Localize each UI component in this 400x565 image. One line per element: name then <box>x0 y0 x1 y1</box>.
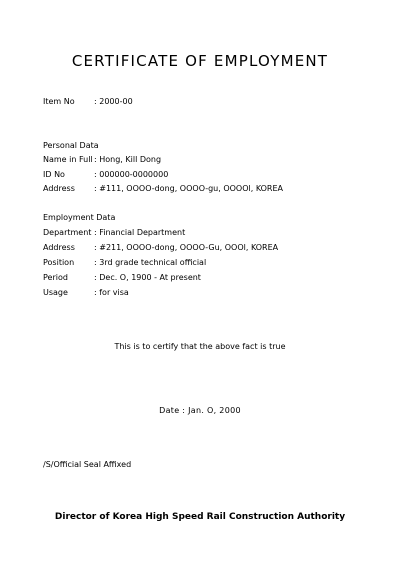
period-value: : Dec. O, 1900 - At present <box>94 273 201 282</box>
personal-address-label: Address <box>43 184 75 193</box>
name-row <box>43 155 162 165</box>
item-no-value: : 2000-00 <box>94 97 133 106</box>
id-no-label: ID No <box>43 170 65 179</box>
item-no-row <box>43 97 133 107</box>
name-label: Name in Full <box>43 155 93 164</box>
employment-address-label: Address <box>43 243 75 252</box>
usage-value: : for visa <box>94 288 129 297</box>
id-no-value: : 000000-0000000 <box>94 170 169 179</box>
usage-row <box>43 288 129 298</box>
item-no-label: Item No <box>43 97 75 106</box>
department-label: Department <box>43 228 92 237</box>
name-value: : Hong, Kill Dong <box>94 155 162 164</box>
official-seal-note: /S/Official Seal Affixed <box>43 460 132 469</box>
usage-label: Usage <box>43 288 68 297</box>
document-title: CERTIFICATE OF EMPLOYMENT <box>71 52 329 70</box>
personal-address-value: : #111, OOOO-dong, OOOO-gu, OOOOl, KOREA <box>94 184 284 193</box>
personal-address-row <box>43 184 284 194</box>
department-value: : Financial Department <box>94 228 186 237</box>
position-row <box>43 258 207 268</box>
issue-date: Date : Jan. O, 2000 <box>159 406 241 415</box>
employment-address-value: : #211, OOOO-dong, OOOO-Gu, OOOl, KOREA <box>94 243 279 252</box>
period-label: Period <box>43 273 68 282</box>
employment-address-row <box>43 243 279 253</box>
department-row <box>43 228 186 238</box>
position-value: : 3rd grade technical official <box>94 258 207 267</box>
position-label: Position <box>43 258 75 267</box>
id-no-row <box>43 170 169 180</box>
issuer-signature-line: Director of Korea High Speed Rail Construction Authority <box>54 512 346 522</box>
period-row <box>43 273 201 283</box>
personal-data-heading: Personal Data <box>43 141 99 150</box>
employment-data-heading: Employment Data <box>43 213 116 222</box>
certify-statement: This is to certify that the above fact is true <box>114 342 286 351</box>
